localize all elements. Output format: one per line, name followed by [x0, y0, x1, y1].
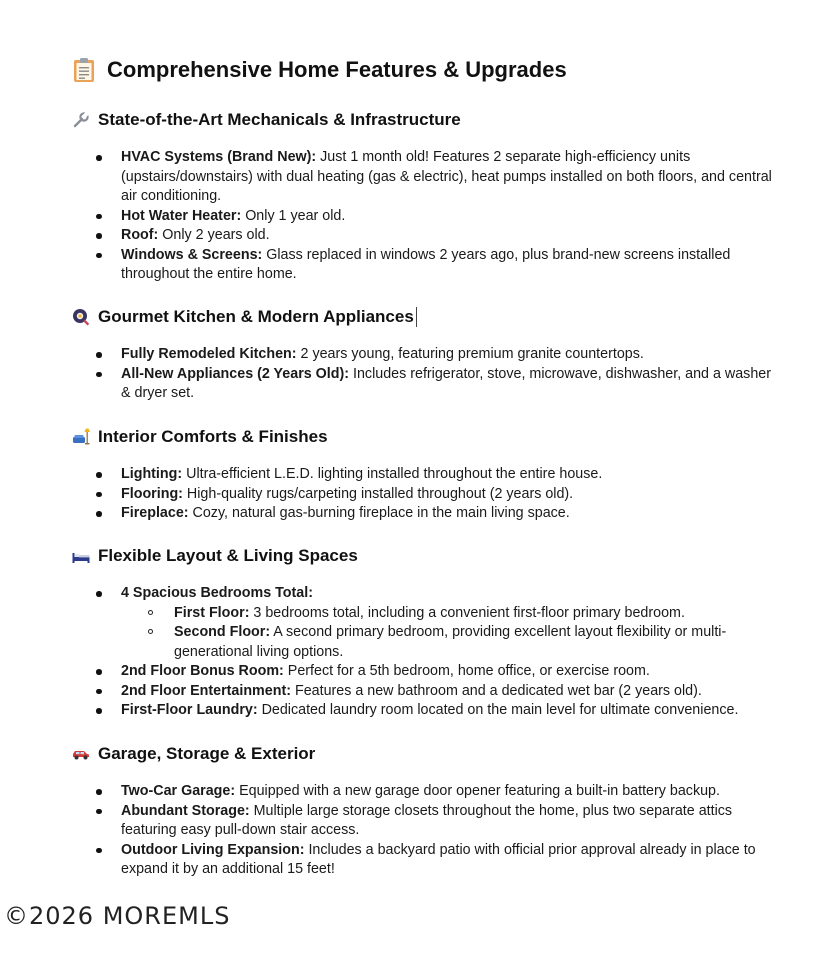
section-garage	[72, 743, 772, 880]
car-icon	[72, 745, 90, 763]
item-text: A second primary bedroom, providing excellent layout flexibility or multi-generational living options.	[174, 624, 727, 660]
section-kitchen	[72, 306, 772, 404]
item-text: Just 1 month old! Features 2 separate high-efficiency units (upstairs/downstairs) with dual heating (gas & electric), heat pumps installed on both floors, and central air conditioning.	[121, 149, 772, 204]
sub-list-item	[121, 604, 792, 624]
sub-list-item	[121, 623, 792, 662]
item-text: 2 years young, featuring premium granite countertops.	[296, 346, 644, 362]
title-text: Comprehensive Home Features & Upgrades	[107, 57, 567, 82]
item-label: 2nd Floor Entertainment:	[121, 682, 291, 699]
list-item	[72, 802, 772, 841]
section-heading	[72, 743, 772, 765]
item-label: Abundant Storage:	[121, 802, 250, 819]
section-heading	[72, 426, 772, 448]
item-text: Dedicated laundry room located on the main level for ultimate convenience.	[257, 702, 739, 718]
item-text: Ultra-efficient L.E.D. lighting installed throughout the entire house.	[182, 466, 603, 482]
section-heading	[72, 545, 792, 567]
section-mechanicals	[72, 109, 772, 285]
bullet-list	[72, 465, 772, 524]
item-text: Perfect for a 5th bedroom, home office, or exercise room.	[283, 663, 650, 679]
section-heading-text: Interior Comforts & Finishes	[98, 427, 328, 446]
text-cursor	[416, 307, 417, 327]
item-label: Two-Car Garage:	[121, 783, 236, 799]
item-text: Includes a backyard patio with official prior approval already in place to expand it by an additional 15 feet!	[121, 841, 756, 877]
item-label: Hot Water Heater:	[121, 207, 242, 224]
list-item	[72, 782, 772, 802]
item-label: Lighting:	[121, 466, 183, 482]
section-layout	[72, 545, 792, 721]
bullet-list	[72, 148, 772, 285]
clipboard-icon	[72, 57, 96, 83]
couch-lamp-icon	[72, 428, 90, 446]
page-title	[72, 57, 567, 83]
section-heading	[72, 306, 772, 328]
item-text: Equipped with a new garage door opener featuring a built-in battery backup.	[235, 783, 720, 799]
item-label: First-Floor Laundry:	[121, 702, 258, 718]
item-text: 3 bedrooms total, including a convenient first-floor primary bedroom.	[249, 604, 685, 621]
watermark-logo: ©2026 MOREMLS	[4, 902, 231, 930]
item-label: 4 Spacious Bedrooms Total:	[121, 585, 313, 601]
item-label: Windows & Screens:	[121, 246, 263, 263]
sub-list	[121, 604, 792, 663]
bed-icon	[72, 547, 90, 565]
bullet-list	[72, 782, 772, 880]
bullet-list	[72, 345, 772, 404]
wrench-icon	[72, 111, 90, 129]
item-text: Cozy, natural gas-burning fireplace in the main living space.	[188, 505, 570, 521]
list-item	[72, 365, 772, 404]
section-heading-text: Gourmet Kitchen & Modern Appliances	[98, 307, 414, 326]
list-item	[72, 465, 772, 485]
list-item	[72, 701, 792, 721]
item-text: Includes refrigerator, stove, microwave, dishwasher, and a washer & dryer set.	[121, 365, 771, 401]
bullet-list	[72, 584, 792, 721]
list-item	[72, 246, 772, 285]
list-item	[72, 584, 792, 662]
list-item	[72, 841, 772, 880]
list-item	[72, 485, 772, 505]
list-item	[72, 504, 772, 524]
item-text: Features a new bathroom and a dedicated wet bar (2 years old).	[290, 682, 702, 699]
section-heading-text: State-of-the-Art Mechanicals & Infrastructure	[98, 110, 461, 129]
section-heading	[72, 109, 772, 131]
section-heading-text: Flexible Layout & Living Spaces	[98, 546, 358, 565]
list-item	[72, 345, 772, 365]
item-label: Flooring:	[121, 485, 183, 502]
frying-pan-icon	[72, 308, 90, 326]
item-text: Glass replaced in windows 2 years ago, plus brand-new screens installed throughout the entire home.	[121, 246, 731, 282]
list-item	[72, 682, 792, 702]
list-item	[72, 662, 792, 682]
list-item	[72, 226, 772, 246]
section-interior	[72, 426, 772, 524]
item-label: Second Floor:	[174, 624, 271, 640]
item-text: High-quality rugs/carpeting installed throughout (2 years old).	[182, 485, 574, 502]
section-heading-text: Garage, Storage & Exterior	[98, 744, 316, 763]
item-label: Fireplace:	[121, 505, 189, 521]
item-label: 2nd Floor Bonus Room:	[121, 663, 284, 679]
item-label: All-New Appliances (2 Years Old):	[121, 365, 350, 382]
item-label: HVAC Systems (Brand New):	[121, 149, 317, 165]
item-text: Only 1 year old.	[241, 207, 346, 224]
list-item	[72, 148, 772, 207]
list-item	[72, 207, 772, 227]
item-text: Multiple large storage closets throughout the home, plus two separate attics featuring easy pull-down stair access.	[121, 802, 733, 838]
item-label: Roof:	[121, 227, 159, 243]
item-label: Fully Remodeled Kitchen:	[121, 346, 297, 362]
item-label: Outdoor Living Expansion:	[121, 841, 305, 858]
item-label: First Floor:	[174, 604, 250, 621]
item-text: Only 2 years old.	[158, 227, 270, 243]
